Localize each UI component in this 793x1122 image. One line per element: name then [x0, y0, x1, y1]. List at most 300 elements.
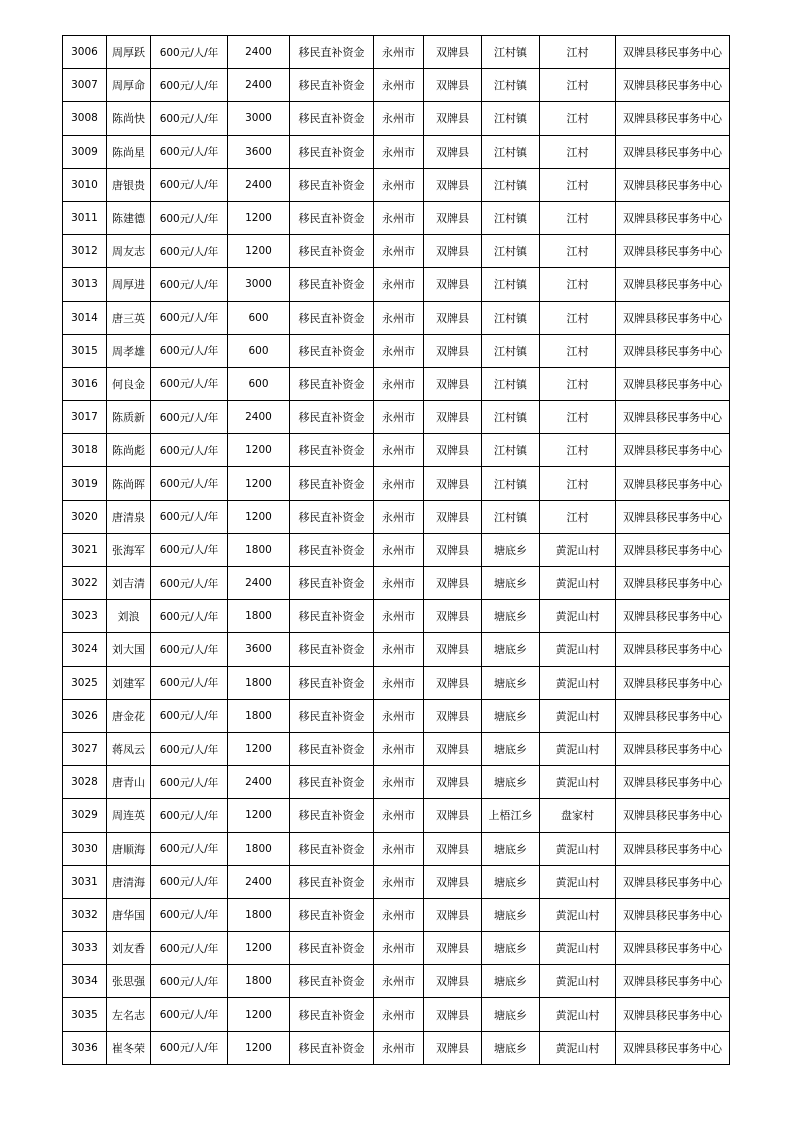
table-row	[63, 633, 730, 666]
fund-type-cell: 移民直补资金	[290, 168, 374, 201]
county-cell: 双牌县	[424, 168, 482, 201]
subsidy-standard-cell: 600元/人/年	[151, 533, 228, 566]
city-cell: 永州市	[374, 832, 424, 865]
subsidy-amount-cell: 1800	[228, 533, 290, 566]
county-cell: 双牌县	[424, 732, 482, 765]
village-cell: 黄泥山村	[540, 998, 616, 1031]
subsidy-standard-cell: 600元/人/年	[151, 401, 228, 434]
county-cell: 双牌县	[424, 69, 482, 102]
county-cell: 双牌县	[424, 865, 482, 898]
row-number-cell: 3010	[63, 168, 107, 201]
village-cell: 江村	[540, 401, 616, 434]
township-cell: 江村镇	[482, 69, 540, 102]
issuing-agency-cell: 双牌县移民事务中心	[616, 367, 730, 400]
subsidy-amount-cell: 600	[228, 367, 290, 400]
person-name-cell: 唐三英	[107, 301, 151, 334]
table-row	[63, 533, 730, 566]
county-cell: 双牌县	[424, 898, 482, 931]
table-row	[63, 367, 730, 400]
fund-type-cell: 移民直补资金	[290, 467, 374, 500]
village-cell: 江村	[540, 434, 616, 467]
person-name-cell: 张思强	[107, 965, 151, 998]
village-cell: 黄泥山村	[540, 699, 616, 732]
fund-type-cell: 移民直补资金	[290, 533, 374, 566]
issuing-agency-cell: 双牌县移民事务中心	[616, 600, 730, 633]
subsidy-standard-cell: 600元/人/年	[151, 301, 228, 334]
fund-type-cell: 移民直补资金	[290, 898, 374, 931]
township-cell: 江村镇	[482, 434, 540, 467]
village-cell: 江村	[540, 201, 616, 234]
subsidy-standard-cell: 600元/人/年	[151, 932, 228, 965]
table-row	[63, 799, 730, 832]
subsidy-standard-cell: 600元/人/年	[151, 235, 228, 268]
county-cell: 双牌县	[424, 666, 482, 699]
subsidy-amount-cell: 600	[228, 334, 290, 367]
subsidy-standard-cell: 600元/人/年	[151, 666, 228, 699]
fund-type-cell: 移民直补资金	[290, 865, 374, 898]
county-cell: 双牌县	[424, 832, 482, 865]
village-cell: 黄泥山村	[540, 832, 616, 865]
county-cell: 双牌县	[424, 1031, 482, 1064]
village-cell: 江村	[540, 235, 616, 268]
fund-type-cell: 移民直补资金	[290, 998, 374, 1031]
table-row	[63, 965, 730, 998]
township-cell: 塘底乡	[482, 533, 540, 566]
subsidy-standard-cell: 600元/人/年	[151, 467, 228, 500]
county-cell: 双牌县	[424, 998, 482, 1031]
subsidy-standard-cell: 600元/人/年	[151, 766, 228, 799]
village-cell: 黄泥山村	[540, 567, 616, 600]
city-cell: 永州市	[374, 135, 424, 168]
township-cell: 塘底乡	[482, 832, 540, 865]
table-row	[63, 201, 730, 234]
township-cell: 塘底乡	[482, 567, 540, 600]
row-number-cell: 3014	[63, 301, 107, 334]
row-number-cell: 3030	[63, 832, 107, 865]
fund-type-cell: 移民直补资金	[290, 36, 374, 69]
subsidy-amount-cell: 1200	[228, 467, 290, 500]
row-number-cell: 3015	[63, 334, 107, 367]
fund-type-cell: 移民直补资金	[290, 334, 374, 367]
township-cell: 江村镇	[482, 367, 540, 400]
subsidy-standard-cell: 600元/人/年	[151, 434, 228, 467]
city-cell: 永州市	[374, 932, 424, 965]
county-cell: 双牌县	[424, 799, 482, 832]
fund-type-cell: 移民直补资金	[290, 235, 374, 268]
township-cell: 江村镇	[482, 135, 540, 168]
person-name-cell: 周连英	[107, 799, 151, 832]
fund-type-cell: 移民直补资金	[290, 367, 374, 400]
subsidy-standard-cell: 600元/人/年	[151, 201, 228, 234]
table-row	[63, 699, 730, 732]
table-row	[63, 500, 730, 533]
city-cell: 永州市	[374, 102, 424, 135]
subsidy-standard-cell: 600元/人/年	[151, 102, 228, 135]
row-number-cell: 3031	[63, 865, 107, 898]
subsidy-standard-cell: 600元/人/年	[151, 832, 228, 865]
row-number-cell: 3019	[63, 467, 107, 500]
subsidy-amount-cell: 2400	[228, 401, 290, 434]
county-cell: 双牌县	[424, 367, 482, 400]
subsidy-amount-cell: 3000	[228, 102, 290, 135]
row-number-cell: 3028	[63, 766, 107, 799]
subsidy-standard-cell: 600元/人/年	[151, 732, 228, 765]
city-cell: 永州市	[374, 500, 424, 533]
fund-type-cell: 移民直补资金	[290, 633, 374, 666]
city-cell: 永州市	[374, 633, 424, 666]
city-cell: 永州市	[374, 998, 424, 1031]
fund-type-cell: 移民直补资金	[290, 1031, 374, 1064]
fund-type-cell: 移民直补资金	[290, 932, 374, 965]
table-row	[63, 434, 730, 467]
issuing-agency-cell: 双牌县移民事务中心	[616, 666, 730, 699]
county-cell: 双牌县	[424, 567, 482, 600]
city-cell: 永州市	[374, 235, 424, 268]
county-cell: 双牌县	[424, 36, 482, 69]
fund-type-cell: 移民直补资金	[290, 69, 374, 102]
person-name-cell: 唐金花	[107, 699, 151, 732]
township-cell: 塘底乡	[482, 965, 540, 998]
issuing-agency-cell: 双牌县移民事务中心	[616, 998, 730, 1031]
county-cell: 双牌县	[424, 268, 482, 301]
city-cell: 永州市	[374, 799, 424, 832]
township-cell: 塘底乡	[482, 932, 540, 965]
subsidy-standard-cell: 600元/人/年	[151, 567, 228, 600]
county-cell: 双牌县	[424, 201, 482, 234]
city-cell: 永州市	[374, 401, 424, 434]
issuing-agency-cell: 双牌县移民事务中心	[616, 434, 730, 467]
fund-type-cell: 移民直补资金	[290, 766, 374, 799]
issuing-agency-cell: 双牌县移民事务中心	[616, 898, 730, 931]
subsidy-standard-cell: 600元/人/年	[151, 699, 228, 732]
township-cell: 塘底乡	[482, 732, 540, 765]
city-cell: 永州市	[374, 268, 424, 301]
table-row	[63, 600, 730, 633]
city-cell: 永州市	[374, 36, 424, 69]
person-name-cell: 唐顺海	[107, 832, 151, 865]
row-number-cell: 3011	[63, 201, 107, 234]
table-row	[63, 268, 730, 301]
subsidy-amount-cell: 1800	[228, 965, 290, 998]
row-number-cell: 3022	[63, 567, 107, 600]
row-number-cell: 3025	[63, 666, 107, 699]
subsidy-amount-cell: 1800	[228, 832, 290, 865]
table-row	[63, 766, 730, 799]
county-cell: 双牌县	[424, 301, 482, 334]
fund-type-cell: 移民直补资金	[290, 268, 374, 301]
township-cell: 塘底乡	[482, 1031, 540, 1064]
village-cell: 江村	[540, 36, 616, 69]
table-row	[63, 401, 730, 434]
subsidy-standard-cell: 600元/人/年	[151, 898, 228, 931]
fund-type-cell: 移民直补资金	[290, 600, 374, 633]
city-cell: 永州市	[374, 732, 424, 765]
township-cell: 江村镇	[482, 201, 540, 234]
issuing-agency-cell: 双牌县移民事务中心	[616, 799, 730, 832]
person-name-cell: 陈尚快	[107, 102, 151, 135]
county-cell: 双牌县	[424, 600, 482, 633]
person-name-cell: 周厚进	[107, 268, 151, 301]
city-cell: 永州市	[374, 334, 424, 367]
township-cell: 江村镇	[482, 334, 540, 367]
city-cell: 永州市	[374, 168, 424, 201]
city-cell: 永州市	[374, 69, 424, 102]
table-row	[63, 865, 730, 898]
person-name-cell: 周厚跃	[107, 36, 151, 69]
subsidy-amount-cell: 1200	[228, 201, 290, 234]
row-number-cell: 3027	[63, 732, 107, 765]
fund-type-cell: 移民直补资金	[290, 301, 374, 334]
village-cell: 江村	[540, 467, 616, 500]
city-cell: 永州市	[374, 301, 424, 334]
table-row	[63, 567, 730, 600]
subsidy-standard-cell: 600元/人/年	[151, 168, 228, 201]
issuing-agency-cell: 双牌县移民事务中心	[616, 235, 730, 268]
subsidy-amount-cell: 3000	[228, 268, 290, 301]
city-cell: 永州市	[374, 467, 424, 500]
person-name-cell: 唐华国	[107, 898, 151, 931]
fund-type-cell: 移民直补资金	[290, 699, 374, 732]
subsidy-standard-cell: 600元/人/年	[151, 36, 228, 69]
city-cell: 永州市	[374, 600, 424, 633]
village-cell: 江村	[540, 69, 616, 102]
village-cell: 江村	[540, 301, 616, 334]
row-number-cell: 3035	[63, 998, 107, 1031]
person-name-cell: 何良金	[107, 367, 151, 400]
village-cell: 黄泥山村	[540, 600, 616, 633]
township-cell: 江村镇	[482, 36, 540, 69]
village-cell: 黄泥山村	[540, 898, 616, 931]
row-number-cell: 3024	[63, 633, 107, 666]
issuing-agency-cell: 双牌县移民事务中心	[616, 334, 730, 367]
subsidy-standard-cell: 600元/人/年	[151, 633, 228, 666]
village-cell: 江村	[540, 334, 616, 367]
fund-type-cell: 移民直补资金	[290, 102, 374, 135]
village-cell: 江村	[540, 168, 616, 201]
fund-type-cell: 移民直补资金	[290, 832, 374, 865]
issuing-agency-cell: 双牌县移民事务中心	[616, 268, 730, 301]
table-row	[63, 102, 730, 135]
township-cell: 江村镇	[482, 168, 540, 201]
person-name-cell: 陈尚晖	[107, 467, 151, 500]
subsidy-standard-cell: 600元/人/年	[151, 998, 228, 1031]
village-cell: 江村	[540, 500, 616, 533]
issuing-agency-cell: 双牌县移民事务中心	[616, 865, 730, 898]
table-row	[63, 666, 730, 699]
issuing-agency-cell: 双牌县移民事务中心	[616, 699, 730, 732]
county-cell: 双牌县	[424, 699, 482, 732]
city-cell: 永州市	[374, 533, 424, 566]
county-cell: 双牌县	[424, 334, 482, 367]
person-name-cell: 唐清海	[107, 865, 151, 898]
table-row	[63, 832, 730, 865]
township-cell: 塘底乡	[482, 766, 540, 799]
issuing-agency-cell: 双牌县移民事务中心	[616, 567, 730, 600]
county-cell: 双牌县	[424, 467, 482, 500]
city-cell: 永州市	[374, 965, 424, 998]
person-name-cell: 刘建军	[107, 666, 151, 699]
subsidy-amount-cell: 2400	[228, 168, 290, 201]
subsidy-standard-cell: 600元/人/年	[151, 1031, 228, 1064]
subsidy-amount-cell: 1200	[228, 235, 290, 268]
township-cell: 江村镇	[482, 102, 540, 135]
table-row	[63, 235, 730, 268]
village-cell: 黄泥山村	[540, 533, 616, 566]
subsidy-amount-cell: 1200	[228, 434, 290, 467]
issuing-agency-cell: 双牌县移民事务中心	[616, 102, 730, 135]
subsidy-amount-cell: 1200	[228, 500, 290, 533]
subsidy-amount-cell: 2400	[228, 766, 290, 799]
county-cell: 双牌县	[424, 135, 482, 168]
fund-type-cell: 移民直补资金	[290, 567, 374, 600]
township-cell: 江村镇	[482, 235, 540, 268]
subsidy-standard-cell: 600元/人/年	[151, 600, 228, 633]
table-row	[63, 135, 730, 168]
fund-type-cell: 移民直补资金	[290, 201, 374, 234]
person-name-cell: 唐银贵	[107, 168, 151, 201]
person-name-cell: 蒋凤云	[107, 732, 151, 765]
subsidy-standard-cell: 600元/人/年	[151, 500, 228, 533]
table-row	[63, 69, 730, 102]
person-name-cell: 周孝雄	[107, 334, 151, 367]
table-row	[63, 898, 730, 931]
issuing-agency-cell: 双牌县移民事务中心	[616, 168, 730, 201]
subsidy-amount-cell: 1800	[228, 699, 290, 732]
county-cell: 双牌县	[424, 434, 482, 467]
village-cell: 黄泥山村	[540, 633, 616, 666]
issuing-agency-cell: 双牌县移民事务中心	[616, 69, 730, 102]
issuing-agency-cell: 双牌县移民事务中心	[616, 467, 730, 500]
county-cell: 双牌县	[424, 633, 482, 666]
village-cell: 江村	[540, 367, 616, 400]
issuing-agency-cell: 双牌县移民事务中心	[616, 500, 730, 533]
subsidy-standard-cell: 600元/人/年	[151, 799, 228, 832]
subsidy-standard-cell: 600元/人/年	[151, 135, 228, 168]
county-cell: 双牌县	[424, 401, 482, 434]
township-cell: 塘底乡	[482, 898, 540, 931]
city-cell: 永州市	[374, 699, 424, 732]
issuing-agency-cell: 双牌县移民事务中心	[616, 932, 730, 965]
issuing-agency-cell: 双牌县移民事务中心	[616, 36, 730, 69]
city-cell: 永州市	[374, 201, 424, 234]
table-row	[63, 1031, 730, 1064]
table-row	[63, 301, 730, 334]
city-cell: 永州市	[374, 367, 424, 400]
row-number-cell: 3032	[63, 898, 107, 931]
person-name-cell: 周友志	[107, 235, 151, 268]
row-number-cell: 3029	[63, 799, 107, 832]
fund-type-cell: 移民直补资金	[290, 434, 374, 467]
village-cell: 黄泥山村	[540, 965, 616, 998]
fund-type-cell: 移民直补资金	[290, 965, 374, 998]
row-number-cell: 3036	[63, 1031, 107, 1064]
person-name-cell: 刘友香	[107, 932, 151, 965]
subsidy-amount-cell: 1200	[228, 732, 290, 765]
table-row	[63, 732, 730, 765]
city-cell: 永州市	[374, 666, 424, 699]
township-cell: 江村镇	[482, 500, 540, 533]
subsidy-standard-cell: 600元/人/年	[151, 965, 228, 998]
row-number-cell: 3026	[63, 699, 107, 732]
fund-type-cell: 移民直补资金	[290, 666, 374, 699]
village-cell: 盘家村	[540, 799, 616, 832]
issuing-agency-cell: 双牌县移民事务中心	[616, 533, 730, 566]
village-cell: 江村	[540, 102, 616, 135]
person-name-cell: 左名志	[107, 998, 151, 1031]
row-number-cell: 3034	[63, 965, 107, 998]
issuing-agency-cell: 双牌县移民事务中心	[616, 832, 730, 865]
subsidy-standard-cell: 600元/人/年	[151, 268, 228, 301]
row-number-cell: 3020	[63, 500, 107, 533]
person-name-cell: 唐清泉	[107, 500, 151, 533]
issuing-agency-cell: 双牌县移民事务中心	[616, 633, 730, 666]
row-number-cell: 3033	[63, 932, 107, 965]
township-cell: 江村镇	[482, 467, 540, 500]
city-cell: 永州市	[374, 567, 424, 600]
issuing-agency-cell: 双牌县移民事务中心	[616, 1031, 730, 1064]
table-row	[63, 998, 730, 1031]
fund-type-cell: 移民直补资金	[290, 500, 374, 533]
township-cell: 塘底乡	[482, 666, 540, 699]
subsidy-amount-cell: 600	[228, 301, 290, 334]
row-number-cell: 3016	[63, 367, 107, 400]
township-cell: 塘底乡	[482, 699, 540, 732]
table-row	[63, 467, 730, 500]
subsidy-amount-cell: 2400	[228, 36, 290, 69]
village-cell: 黄泥山村	[540, 865, 616, 898]
row-number-cell: 3006	[63, 36, 107, 69]
person-name-cell: 刘吉清	[107, 567, 151, 600]
county-cell: 双牌县	[424, 965, 482, 998]
township-cell: 上梧江乡	[482, 799, 540, 832]
issuing-agency-cell: 双牌县移民事务中心	[616, 135, 730, 168]
table-row	[63, 168, 730, 201]
village-cell: 江村	[540, 268, 616, 301]
subsidy-standard-cell: 600元/人/年	[151, 367, 228, 400]
township-cell: 塘底乡	[482, 998, 540, 1031]
table-row	[63, 36, 730, 69]
person-name-cell: 陈尚彪	[107, 434, 151, 467]
township-cell: 江村镇	[482, 268, 540, 301]
city-cell: 永州市	[374, 1031, 424, 1064]
subsidy-amount-cell: 2400	[228, 865, 290, 898]
row-number-cell: 3012	[63, 235, 107, 268]
city-cell: 永州市	[374, 865, 424, 898]
row-number-cell: 3007	[63, 69, 107, 102]
row-number-cell: 3008	[63, 102, 107, 135]
village-cell: 黄泥山村	[540, 932, 616, 965]
village-cell: 黄泥山村	[540, 766, 616, 799]
subsidy-amount-cell: 2400	[228, 567, 290, 600]
subsidy-amount-cell: 1200	[228, 799, 290, 832]
subsidy-standard-cell: 600元/人/年	[151, 334, 228, 367]
fund-type-cell: 移民直补资金	[290, 799, 374, 832]
city-cell: 永州市	[374, 766, 424, 799]
person-name-cell: 崔冬荣	[107, 1031, 151, 1064]
township-cell: 塘底乡	[482, 865, 540, 898]
subsidy-amount-cell: 1800	[228, 666, 290, 699]
row-number-cell: 3021	[63, 533, 107, 566]
person-name-cell: 陈建德	[107, 201, 151, 234]
fund-type-cell: 移民直补资金	[290, 401, 374, 434]
county-cell: 双牌县	[424, 500, 482, 533]
person-name-cell: 周厚命	[107, 69, 151, 102]
subsidy-amount-cell: 1800	[228, 898, 290, 931]
issuing-agency-cell: 双牌县移民事务中心	[616, 766, 730, 799]
subsidy-standard-cell: 600元/人/年	[151, 69, 228, 102]
subsidy-amount-cell: 1800	[228, 600, 290, 633]
table-row	[63, 932, 730, 965]
